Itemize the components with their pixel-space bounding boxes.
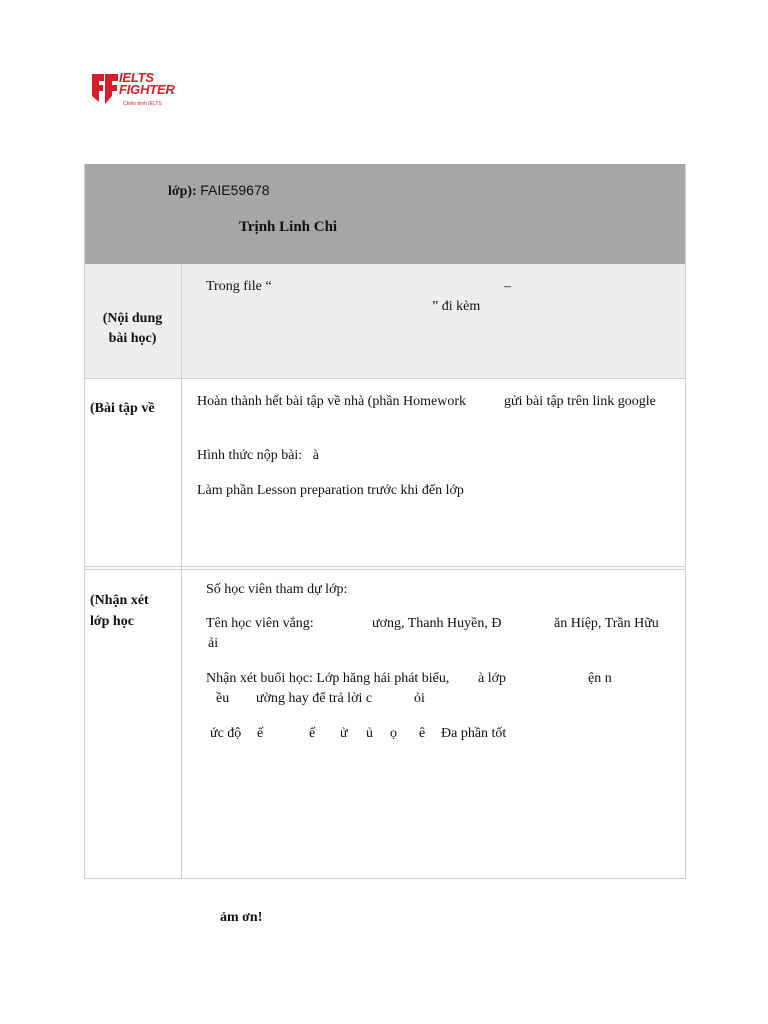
table-border-bottom (84, 878, 686, 879)
level-summary: Đa phần tốt (441, 726, 507, 741)
level-fragment-3: ế (309, 726, 316, 741)
lesson-text-line1: Trong file “ (206, 279, 272, 294)
ielts-fighter-logo (92, 72, 192, 112)
level-fragment-1: ức độ (210, 726, 242, 741)
lesson-preparation: Làm phần Lesson preparation trước khi đến lớp (197, 483, 464, 498)
column-divider (181, 264, 182, 879)
attendance-count: Số học viên tham dự lớp: (206, 582, 348, 597)
table-border-left (84, 164, 85, 879)
teacher-name: Trịnh Linh Chi (239, 219, 338, 235)
row-divider-3 (84, 569, 686, 570)
homework-line1-end: gửi bài tập trên link google (504, 394, 656, 409)
row-divider-2 (84, 566, 686, 567)
homework-label: (Bài tập về (90, 401, 155, 416)
comment-fragment-1: à lớp (478, 671, 507, 686)
row-divider-1 (84, 378, 686, 379)
absent-names-3: ải (208, 636, 219, 651)
comment-line1: Nhận xét buổi học: Lớp hăng hái phát biểu, (206, 671, 450, 686)
absent-names-1: ương, Thanh Huyền, Đ (372, 616, 502, 631)
absent-names-2: ăn Hiệp, Trần Hữu (554, 616, 659, 631)
fighter-shield-icon (92, 72, 118, 106)
comment-fragment-3: ều (216, 691, 230, 706)
lesson-label: (Nội dung bài học) (102, 311, 163, 346)
level-fragment-4: ử (340, 726, 348, 741)
lesson-text-line2: ” đi kèm (432, 299, 481, 314)
header-row (84, 164, 686, 264)
class-code-line: lớp): FAIE59678 (168, 182, 270, 199)
review-label: (Nhận xét lớp học (90, 593, 149, 629)
comment-fragment-2: ện n (588, 671, 612, 686)
absent-label: Tên học viên vắng: (206, 616, 314, 631)
table-border-right (685, 164, 686, 879)
comment-fragment-5: ỏi (414, 691, 425, 706)
submission-method: Hình thức nộp bài: à (197, 448, 319, 463)
level-fragment-5: ủ (366, 726, 373, 741)
level-fragment-7: ê (419, 726, 426, 741)
logo-tagline: Chiến binh IELTS (123, 101, 162, 107)
thank-you-note: ảm ơn! (220, 910, 263, 925)
class-report-table (84, 164, 686, 879)
homework-line1: Hoàn thành hết bài tập về nhà (phần Homework (197, 394, 467, 409)
logo-wordmark: IELTS FIGHTER (119, 70, 175, 97)
comment-fragment-4: ường hay để trả lời c (256, 691, 373, 706)
lesson-dash: – (504, 279, 511, 294)
level-fragment-6: ọ (390, 726, 397, 741)
level-fragment-2: ế (257, 726, 264, 741)
